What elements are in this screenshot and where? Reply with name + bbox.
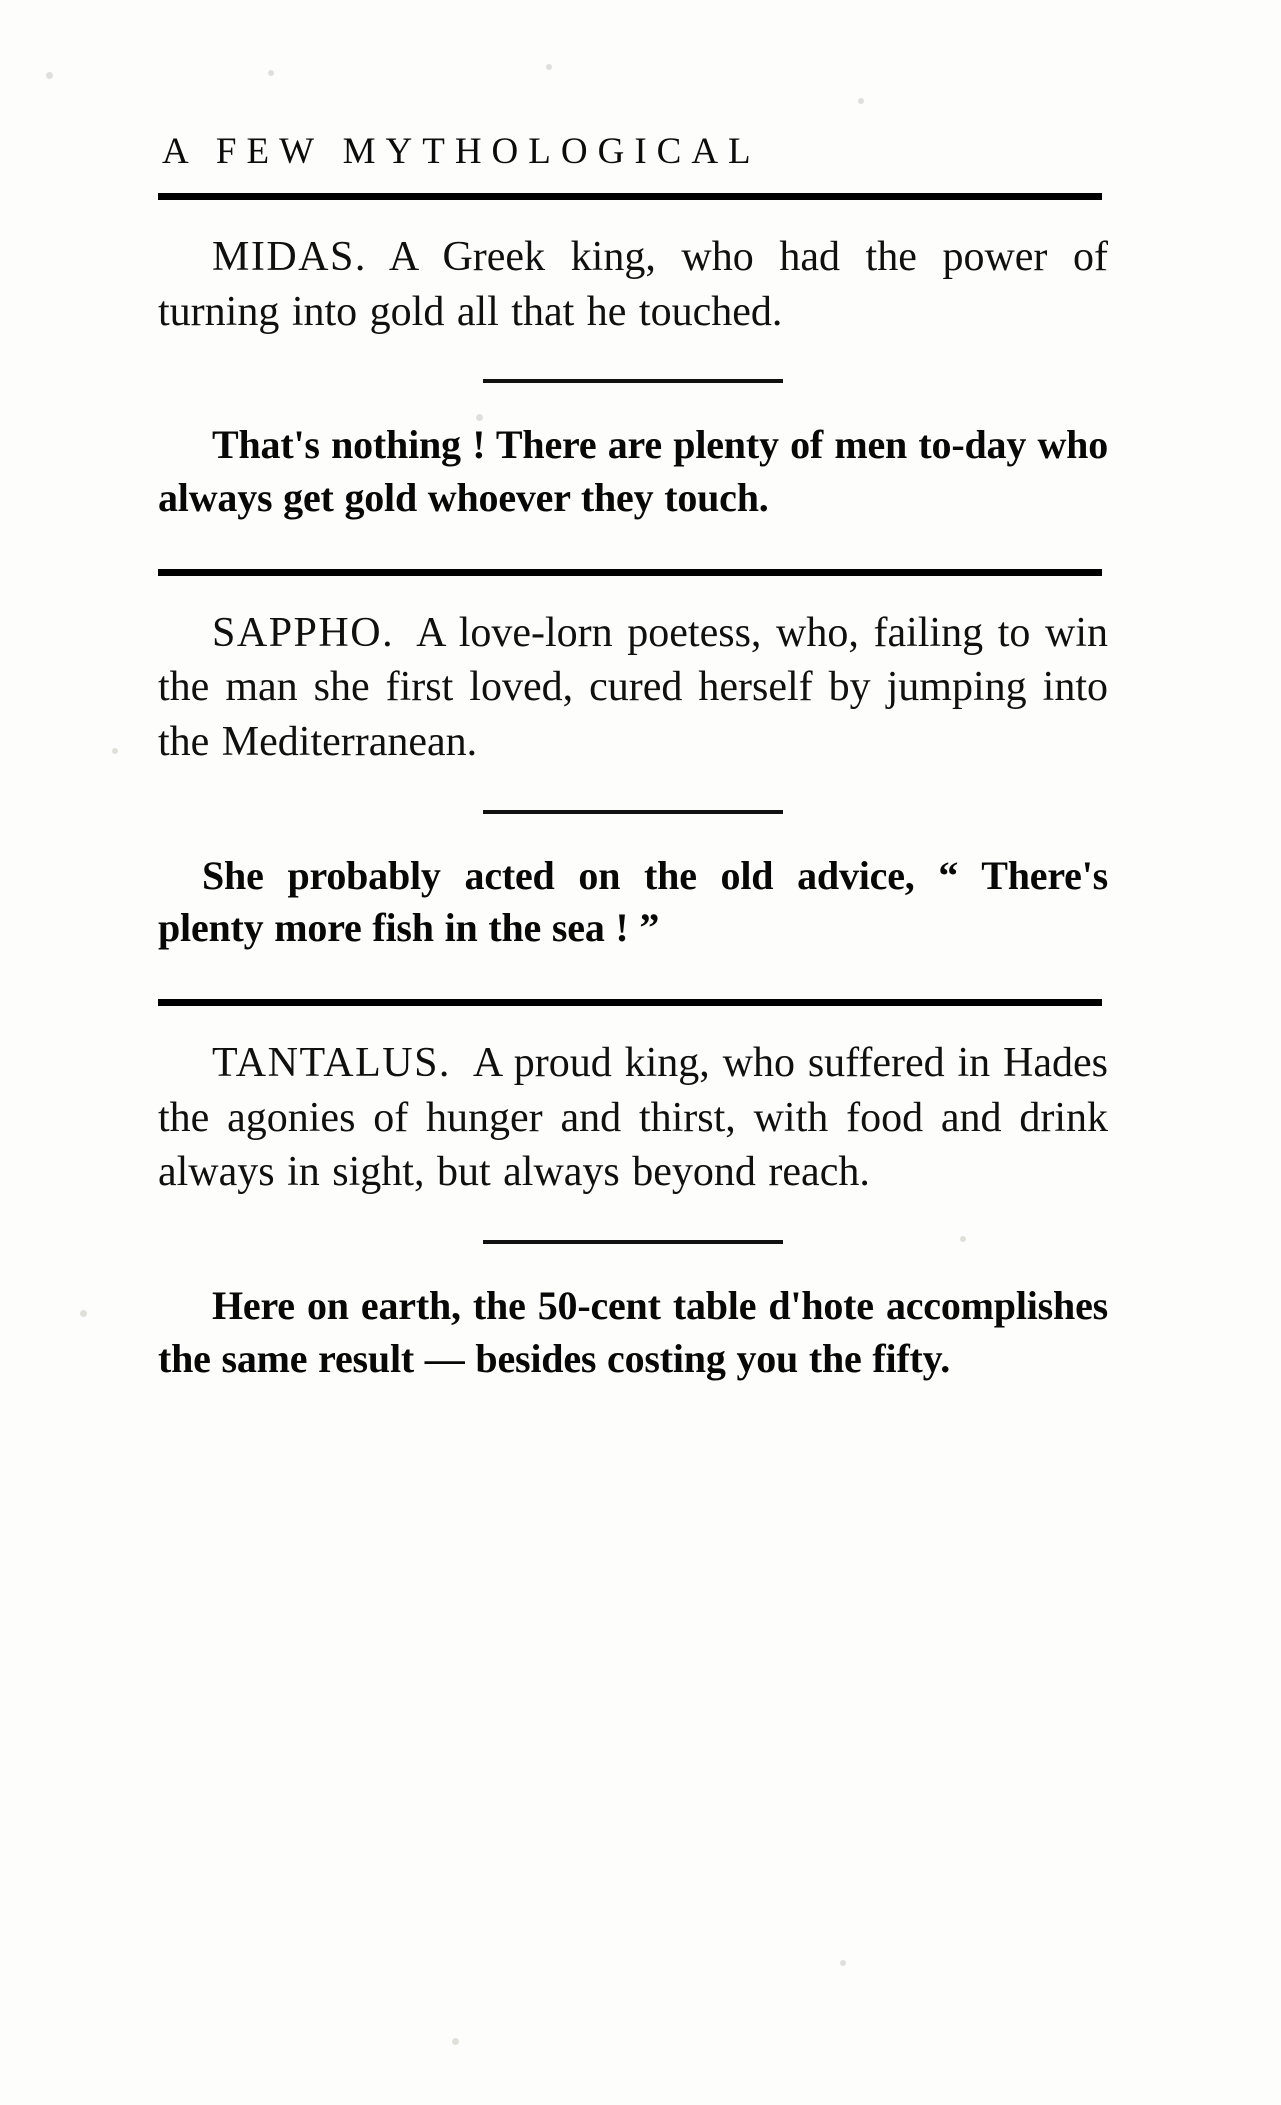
entry-divider <box>483 810 783 814</box>
page-speck <box>112 748 118 754</box>
header-rule <box>158 193 1102 200</box>
entry-term: SAPPHO. <box>212 609 395 656</box>
page-speck <box>840 1960 846 1966</box>
definition-paragraph <box>158 230 1108 339</box>
entry-definition: A proud king, who suffered in Hades the agonies of hunger and thirst, with food and drink always in sight, but always beyond reach. <box>158 1040 1108 1196</box>
page-speck <box>546 64 552 70</box>
definition-paragraph <box>158 606 1108 770</box>
entry-divider <box>483 379 783 383</box>
page-content <box>158 130 1108 1386</box>
entry-quip: She probably acted on the old advice, “ There's plenty more fish in the sea ! ” <box>158 852 1108 951</box>
definition-paragraph <box>158 1036 1108 1200</box>
entry-definition: A Greek king, who had the power of turning into gold all that he touched. <box>158 234 1108 335</box>
entry-tantalus <box>158 1036 1108 1385</box>
entry-sappho <box>158 606 1108 955</box>
entry-divider <box>483 1240 783 1244</box>
entry-midas <box>158 230 1108 525</box>
page-speck <box>858 98 864 104</box>
entry-quip: That's nothing ! There are plenty of men to-day who always get gold whoever they touch. <box>158 422 1108 520</box>
entry-definition: A love-lorn poetess, who, failing to win the man she first loved, cured herself by jumping into the Mediterranean. <box>158 609 1108 765</box>
page-speck <box>46 72 53 79</box>
running-head: A FEW MYTHOLOGICAL <box>162 131 761 172</box>
entry-term: TANTALUS. <box>212 1040 451 1087</box>
page-speck <box>80 1310 87 1317</box>
entry-rule <box>158 999 1102 1006</box>
entry-rule <box>158 569 1102 576</box>
page-speck <box>452 2038 459 2045</box>
entry-quip: Here on earth, the 50-cent table d'hote accomplishes the same result — besides costing you the fifty. <box>158 1282 1108 1381</box>
entry-term: MIDAS. <box>212 234 367 280</box>
page-speck <box>268 70 274 76</box>
